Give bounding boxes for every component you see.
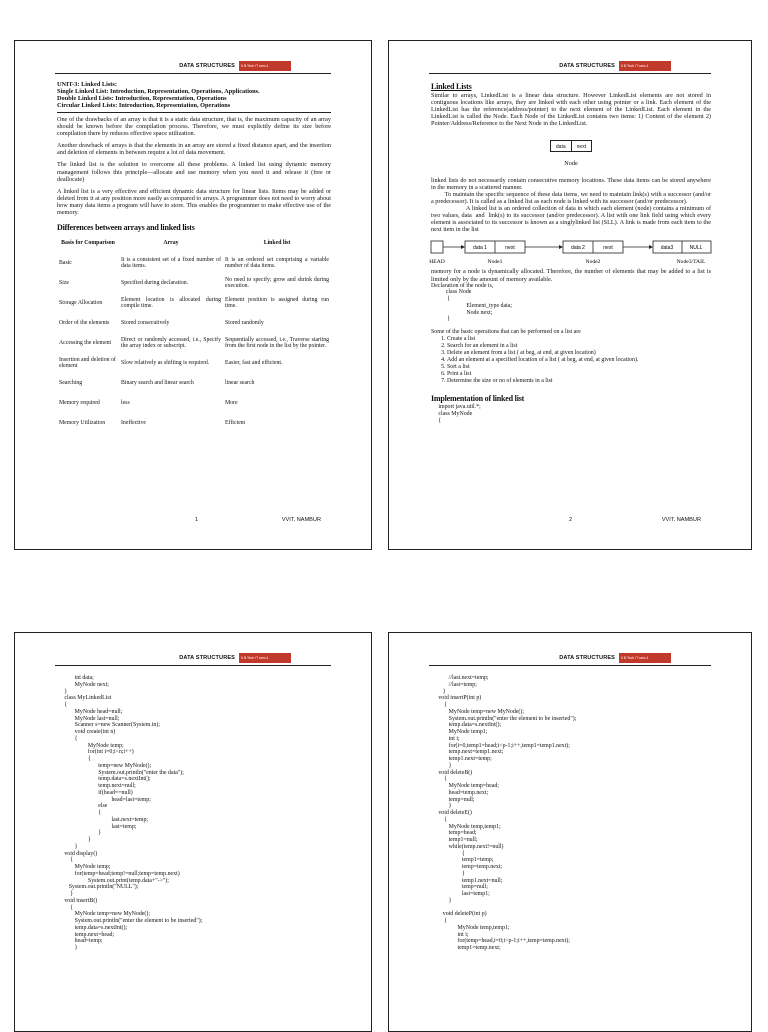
- table-row: [57, 313, 331, 333]
- node-next-field: next: [571, 141, 591, 151]
- chain-label-head: HEAD: [429, 259, 445, 266]
- unit-line: Single Linked List: Introduction, Representation, Operations, Applications.: [57, 88, 260, 95]
- table-cell: Easier, fast and efficient.: [225, 359, 283, 366]
- chain-label-node2: Node2: [585, 259, 601, 266]
- page-number: 1: [195, 517, 199, 523]
- table-row: [57, 373, 331, 393]
- table-cell: It is a consistent set of a fixed number of data items.: [121, 256, 221, 270]
- code-listing: //last.next=temp; //last=temp; } void insertP(int p) { MyNode temp=new MyNode(); System.out.println("enter the element to be inserted"); temp.data=s.nextInt(); MyNode temp1; int i; for(i=0,temp1=head;i<p-1;i++,temp1=temp1.next); temp.next=temp1.next; temp1.next=temp; } void deleteB() { MyNode temp=head; head=temp.next; temp=null; } void deleteE() { MyNode temp,temp1; temp=head; temp1=null; while(temp.next!=null) { temp1=temp; temp=temp.next; } temp1.next=null; temp=null; last=temp1; } void deleteP(int p) { MyNode temp,temp1; int i; for(temp=head,i=0;i<p-1;i++,temp=temp.next); temp1=temp.next;: [438, 675, 577, 951]
- node-declaration-code: Declaration of the node is, class Node { Element_type data; Node next; }: [431, 282, 512, 323]
- table-row: [57, 393, 331, 413]
- list-item: 4. Add an element at a specified location of a list ( at beg, at end, at given location).: [447, 357, 711, 364]
- table-cell: Searching: [59, 379, 83, 386]
- node1-box: [465, 241, 525, 253]
- table-cell: Stored consecutively: [121, 319, 170, 326]
- table-cell: Size: [59, 279, 69, 286]
- linked-list-diagram: [431, 238, 713, 268]
- table-row: [57, 253, 331, 273]
- node3-next: NULL: [689, 245, 703, 252]
- page-body: [431, 675, 711, 952]
- table-cell: Slow relatively as shifting is required.: [121, 359, 210, 366]
- node-box: [550, 140, 592, 152]
- section-heading: Linked Lists: [431, 82, 472, 91]
- table-cell: Memory required: [59, 399, 100, 406]
- paragraph: linked lists do not necessarily contain consecutive memory locations. These data items can be stored anywhere in the memory in a scattered manner.: [431, 176, 711, 191]
- paragraph: A linked list is a very effective and efficient dynamic data structure for linear lists. Items may be added or deleted from it at any position more easily as compared to arrays. A programmer does not need to worry about how many data items a program will have to store. This enables the programmer to make effective use of the memory.: [57, 187, 331, 217]
- page-body: [431, 83, 711, 425]
- header-title: DATA STRUCTURES: [559, 63, 615, 69]
- section-heading: Implementation of linked list: [431, 394, 525, 404]
- header-tag: II B.Tech IT sem-1: [239, 653, 291, 663]
- section-heading: Differences between arrays and linked lists: [57, 223, 195, 233]
- table-cell: linear search: [225, 379, 255, 386]
- document-page-4: [388, 632, 752, 1032]
- document-page-2: [388, 40, 752, 550]
- table-cell: Basic: [59, 259, 72, 266]
- unit-heading: [57, 81, 331, 113]
- table-cell: Memory Utilization: [59, 419, 106, 426]
- list-item: 3. Delete an element from a list ( at beg, at end, at given location): [447, 350, 711, 357]
- page-number: 2: [569, 517, 573, 523]
- paragraph: A linked list is an ordered collection of data in which each element (node) contains a minimum of two values, data and link(s) to its successor (and/or predecessor). A list with one link field using which every element is associated to its successor is known as a singlylinked list (SLL). A link is made from each item to the next item in the list: [431, 205, 713, 234]
- table-cell: Order of the elements: [59, 319, 110, 326]
- page-header: [429, 653, 711, 666]
- node2-box: [563, 241, 623, 253]
- table-cell: Element location is allocated during compile time.: [121, 296, 221, 310]
- footer-college: VVIT, NAMBUR: [661, 517, 701, 523]
- page-header: [55, 61, 331, 74]
- table-cell: Storage Allocation: [59, 299, 103, 306]
- table-cell: Binary search and linear search: [121, 379, 194, 386]
- header-title: DATA STRUCTURES: [179, 655, 235, 661]
- list-item: 2. Search for an element in a list: [447, 343, 711, 350]
- table-cell: Direct or randomly accessed, i.e., Specify the array index or subscript.: [121, 336, 221, 350]
- chain-label-node1: Node1: [487, 259, 503, 266]
- table-cell: Specified during declaration.: [121, 279, 189, 286]
- table-cell: Sequentially accessed, i.e., Traverse starting from the first node in the list by the pointer.: [225, 336, 329, 350]
- unit-line: UNIT-3: Linked Lists:: [57, 81, 117, 88]
- table-cell: Accessing the element: [59, 339, 112, 346]
- page-body: [57, 675, 331, 952]
- node1-next: next: [505, 245, 515, 252]
- table-cell: Stored randomly: [225, 319, 264, 326]
- chain-label-node3: Node3/TAIL: [676, 259, 706, 266]
- table-row: [57, 413, 331, 433]
- table-cell: Insertion and deletion of element: [59, 356, 116, 370]
- node-caption: Node: [564, 159, 578, 167]
- comparison-table: [57, 233, 331, 433]
- node-diagram: [431, 140, 711, 167]
- node2-data: data 2: [571, 245, 585, 252]
- table-cell: Efficient: [225, 419, 246, 426]
- paragraph: The linked list is the solution to overcome all these problems. A linked list using dynamic memory management follows this principle—allocate and use memory when you need it and release it (free or deallocate): [57, 161, 331, 183]
- node1-data: data 1: [473, 245, 487, 252]
- node3-box: [653, 241, 711, 253]
- implementation-code: import java.util.*; class MyNode {: [438, 404, 481, 424]
- document-page-1: [14, 40, 372, 550]
- table-header: Array: [163, 239, 179, 246]
- table-row: [57, 333, 331, 353]
- header-tag: II B.Tech IT sem-1: [619, 61, 671, 71]
- unit-line: Circular Linked Lists: Introduction, Representation, Operations: [57, 102, 231, 109]
- page-header: [55, 653, 331, 666]
- header-title: DATA STRUCTURES: [559, 655, 615, 661]
- list-item: 7. Determine the size or no of elements in a list: [447, 378, 711, 385]
- header-tag: II B.Tech IT sem-1: [619, 653, 671, 663]
- table-row: [57, 293, 331, 313]
- unit-line: Double Linked Lists: Introduction, Representation, Operations: [57, 95, 227, 102]
- paragraph: memory for a node is dynamically allocated. Therefore, the number of elements that may be added to a list is limited only by the amount of memory available.: [431, 268, 711, 283]
- table-cell: Element position is assigned during run time.: [225, 296, 329, 310]
- list-item: 1. Create a list: [447, 336, 711, 343]
- paragraph: One of the drawbacks of an array is that it is a static data structure, that is, the maximum capacity of an array should be known before the compilation process. Therefore, we must explicitly define its size before compilation there by reduces effective space utilization.: [57, 116, 331, 138]
- head-pointer: [431, 241, 465, 253]
- header-title: DATA STRUCTURES: [179, 63, 235, 69]
- operations-list: [447, 336, 711, 385]
- list-item: 6. Print a list: [447, 371, 711, 378]
- page-body: [57, 81, 331, 433]
- table-header: Linked list: [263, 239, 291, 246]
- header-tag: II B.Tech IT sem-1: [239, 61, 291, 71]
- paragraph: Similar to arrays, LinkedList is a linear data structure. However LinkedList elements are not stored in contiguous locations like arrays, they are linked with each other using pointer or a link. Each element of the LinkedList has the reference(address/pointer) to the next element of the LinkedList. Each element in the LinkedList is called the Node. Each Node of the LinkedList contains two items: 1) Content of the element 2) Pointer/Address/Reference to the Next Node in the LinkedList.: [431, 92, 711, 128]
- table-cell: More: [225, 399, 238, 406]
- node2-next: next: [603, 245, 613, 252]
- operations-intro: Some of the basic operations that can be performed on a list are: [431, 329, 581, 336]
- node-data-field: data: [555, 143, 566, 150]
- paragraph: Another drawback of arrays is that the elements in an array are stored a fixed distance apart, and the insertion and deletion of elements in between require a lot of data movement.: [57, 142, 331, 157]
- table-cell: No need to specify; grow and shrink during execution.: [225, 276, 329, 290]
- table-cell: less: [121, 399, 130, 406]
- document-page-3: [14, 632, 372, 1032]
- paragraph: To maintain the specific sequence of these data items, we need to maintain link(s) with a successor (and/or a predecessor). It is called as a linked list as each node is linked with its successor (and/or predecessor).: [431, 190, 713, 205]
- table-header: Basis for Comparison: [61, 239, 115, 246]
- table-cell: It is an ordered set comprising a variable number of data items.: [225, 256, 329, 270]
- list-item: 5. Sort a list: [447, 364, 711, 371]
- footer-college: VVIT, NAMBUR: [281, 517, 321, 523]
- node3-data: data3: [660, 245, 674, 252]
- table-cell: Ineffective: [121, 419, 146, 426]
- code-listing: int data; MyNode next; } class MyLinkedList { MyNode head=null; MyNode last=null; Scanner s=new Scanner(System.in); void create(int n) { MyNode temp; for(int i=0;i<n;i++) { temp=new MyNode(); System.out.println("enter the data"); temp.data=s.nextInt(); temp.next=null; if(head==null) head=last=temp; else { last.next=temp; last=temp; } } } void display() { MyNode temp; for(temp=head;temp!=null;temp=temp.next) System.out.print(temp.data+"->"); System.out.println("NULL"); } void insertB() { MyNode temp=new MyNode(); System.out.println("enter the element to be inserted"); temp.data=s.nextInt(); temp.next=head; head=temp; }: [64, 675, 203, 951]
- table-row: [57, 273, 331, 293]
- page-header: [429, 61, 711, 74]
- table-row: [57, 353, 331, 373]
